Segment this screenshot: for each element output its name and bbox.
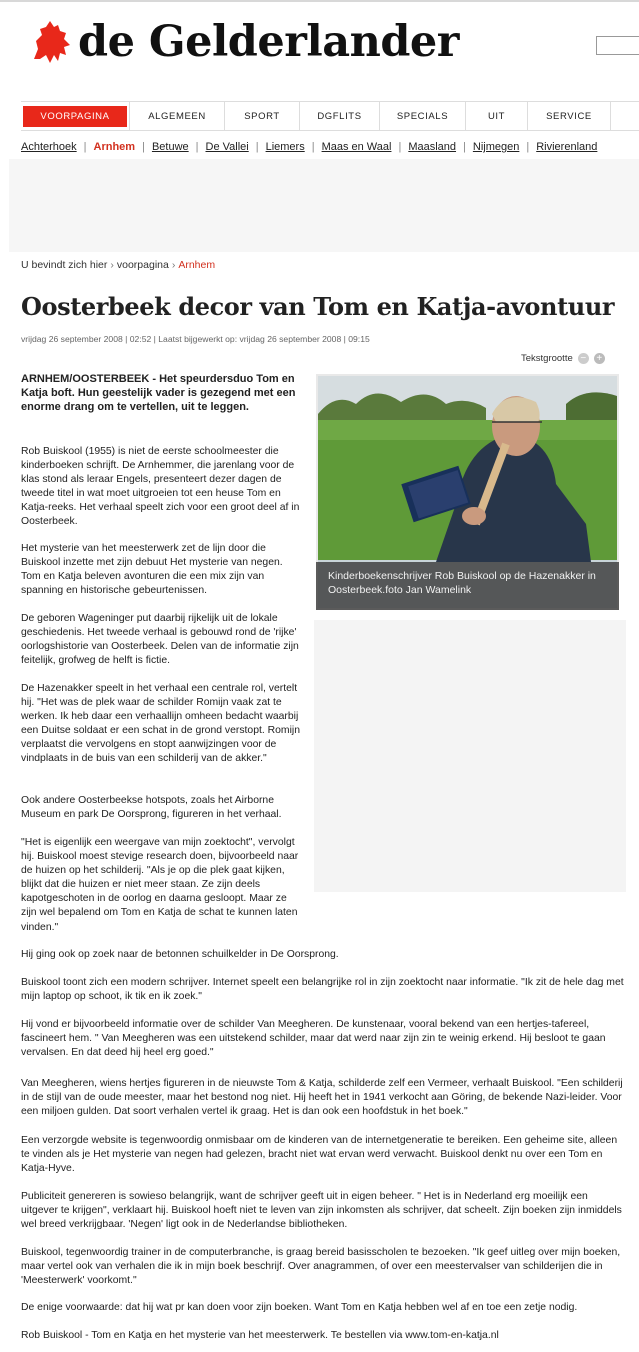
region-link-betuwe[interactable]: Betuwe bbox=[151, 141, 189, 153]
nav-item-algemeen[interactable]: ALGEMEEN bbox=[130, 102, 225, 130]
text-size-control bbox=[521, 353, 605, 364]
article-paragraph: Hij ging ook op zoek naar de betonnen schuilkelder in De Oorsprong. bbox=[21, 949, 339, 960]
article-dateline: vrijdag 26 september 2008 | 02:52 | Laatst bijgewerkt op: vrijdag 26 september 2008 | 09:15 bbox=[21, 334, 370, 344]
nav-item-specials[interactable]: SPECIALS bbox=[380, 102, 466, 130]
region-link-maasland[interactable]: Maasland bbox=[408, 141, 457, 153]
text-size-label: Tekstgrootte bbox=[521, 353, 573, 364]
region-nav: Achterhoek | Arnhem | Betuwe | De Vallei | Liemers | Maas en Waal | Maasland | Nijmegen | Rivierenland bbox=[21, 141, 598, 153]
article-paragraph: Een verzorgde website is tegenwoordig onmisbaar om de kinderen van de internetgeneratie te bereiken. Een geheime site, alleen te vinden als je Het mysterie van negen had gelezen, bracht niet wat ervan werd verwacht. Buiskool denkt nu over een Tom en Katja-Hyve. bbox=[21, 1135, 618, 1175]
region-link-de-vallei[interactable]: De Vallei bbox=[205, 141, 249, 153]
article-paragraph: Buiskool, tegenwoordig trainer in de computerbranche, is graag bereid basisscholen te bezoeken. "Ik geef uitleg over mijn boeken, maar vertel ook van verhalen die ik in mijn boek beschrijf. Over anagrammen, of over een meestervalser van schilderijen die in 'Meesterwerk' voorkomt." bbox=[21, 1247, 621, 1287]
advertisement-box bbox=[314, 620, 626, 892]
nav-item-sport[interactable]: SPORT bbox=[225, 102, 300, 130]
article-lead: ARNHEM/OOSTERBEEK - Het speurdersduo Tom en Katja boft. Hun geestelijk vader is gezegend met een enorme drang om te vertellen, uit te leggen. bbox=[21, 373, 296, 413]
nav-item-uit[interactable]: UIT bbox=[466, 102, 528, 130]
site-logo[interactable] bbox=[28, 14, 459, 70]
article-paragraph: De Hazenakker speelt in het verhaal een centrale rol, vertelt hij. "Het was de plek waar de schilder Romijn vaak zat te werken. Ik heb daar een verhaallijn omheen bedacht waarbij een Duitse soldaat er een schat in de grond verstopt. Romijn verplaatst die vervolgens en stopt aanwijzingen voor de vindplaats in de buis van een schilderij van de akker." bbox=[21, 683, 300, 765]
chevron-right-icon: › bbox=[171, 259, 176, 271]
chevron-right-icon: › bbox=[110, 259, 114, 271]
region-link-liemers[interactable]: Liemers bbox=[265, 141, 305, 153]
breadcrumb-prefix: U bevindt zich hier bbox=[21, 259, 108, 271]
text-size-decrease-button[interactable]: − bbox=[578, 353, 589, 364]
search-input[interactable] bbox=[596, 36, 639, 55]
region-link-rivierenland[interactable]: Rivierenland bbox=[536, 141, 598, 153]
article-paragraph: Publiciteit genereren is sowieso belangrijk, want de schrijver geeft uit in eigen beheer. " Het is in Nederland erg moeilijk een uitgever te krijgen", verklaart hij. Buiskool hoeft niet te leven van zijn inkomsten als schrijver, dat scheelt. Zijn boeken zijn inmiddels wel breed verkrijgbaar. 'Negen' ligt ook in de Nederlandse bibliotheken. bbox=[21, 1191, 622, 1231]
breadcrumb-link-voorpagina[interactable]: voorpagina bbox=[116, 259, 169, 271]
nav-item-dgflits[interactable]: DGFLITS bbox=[300, 102, 380, 130]
region-link-achterhoek[interactable]: Achterhoek bbox=[21, 141, 77, 153]
breadcrumb-current: Arnhem bbox=[178, 259, 216, 271]
top-border bbox=[0, 0, 639, 2]
advertisement-banner bbox=[9, 159, 639, 252]
article-paragraph: De enige voorwaarde: dat hij wat pr kan doen voor zijn boeken. Want Tom en Katja hebben wel af en toe een zetje nodig. bbox=[21, 1302, 578, 1313]
breadcrumb bbox=[21, 259, 215, 271]
site-name: de Gelderlander bbox=[78, 16, 459, 67]
region-link-maas-en-waal[interactable]: Maas en Waal bbox=[321, 141, 392, 153]
article-paragraph: Van Meegheren, wiens hertjes figureren in de nieuwste Tom & Katja, schilderde zelf een Vermeer, verhaalt Buiskool. "Een schilderij in de stijl van de oude meester, maar het bestond nog niet. Hij heeft het in 1941 verkocht aan Göring, de bekende Nazi-leider. Voor een miljoen gulden. Dat soort verhalen vertel ik graag. Het is dan ook een hoofdstuk in het boek." bbox=[21, 1078, 623, 1118]
article-paragraph: Het mysterie van het meesterwerk zet de lijn door die Buiskool inzette met zijn debuut Het mysterie van negen. Tom en Katja beleven avonturen die een mix zijn van spanning en historische gebeurtenissen. bbox=[21, 543, 283, 597]
main-nav bbox=[21, 101, 639, 131]
nav-item-voorpagina[interactable]: VOORPAGINA bbox=[21, 102, 130, 130]
article-paragraph: Rob Buiskool - Tom en Katja en het mysterie van het meesterwerk. Te bestellen via www.tom-en-katja.nl bbox=[21, 1330, 499, 1341]
article-paragraph: Hij vond er bijvoorbeeld informatie over de schilder Van Meegheren. De kunstenaar, vooral bekend van een hertjes-tafereel, fascineert hem. " Van Meegheren was een uitstekend schilder, maar dat werd naar zijn zin te weinig erkend. Hij besloot te gaan vervalsen. En dat deed hij heel erg goed." bbox=[21, 1019, 606, 1059]
article-paragraph: "Het is eigenlijk een weergave van mijn zoektocht", vervolgt hij. Buiskool moest stevige research doen, bijvoorbeeld naar de huizen op het schilderij. "Als je op die plek gaat kijken, blijkt dat die huizen er niet meer staan. Ze zijn deels kapotgeschoten in de oorlog en daarna gesloopt. Maar ze zijn wel bepalend om Tom en Katja de schat te kunnen laten vinden." bbox=[21, 837, 299, 933]
red-horse-logo-icon bbox=[28, 19, 74, 65]
region-link-nijmegen[interactable]: Nijmegen bbox=[472, 141, 520, 153]
region-link-arnhem[interactable]: Arnhem bbox=[93, 141, 136, 153]
article-paragraph: De geboren Wageninger put daarbij rijkelijk uit de lokale geschiedenis. Het tweede verhaal is gebouwd rond de 'rijke' oorlogshistorie van Oosterbeek. Delen van de informatie zijn feitelijk, grofweg de helft is fictie. bbox=[21, 613, 299, 667]
article-paragraph: Buiskool toont zich een modern schrijver. Internet speelt een belangrijke rol in zijn zoektocht naar informatie. "Ik zit de hele dag met mijn laptop op schoot, ik tik en ik zoek." bbox=[21, 977, 624, 1003]
article-paragraph: Rob Buiskool (1955) is niet de eerste schoolmeester die kinderboeken schrijft. De Arnhemmer, die jarenlang voor de klas stond als leraar Engels, presenteert dezer dagen de tweede titel in wat moet uitgroeien tot een heuse Tom en Katja-reeks. Het verhaal speelt zich voor een groot deel af in Oosterbeek. bbox=[21, 446, 300, 528]
photo-caption: Kinderboekenschrijver Rob Buiskool op de Hazenakker in Oosterbeek.foto Jan Wamelink bbox=[316, 562, 619, 610]
text-size-increase-button[interactable]: + bbox=[594, 353, 605, 364]
nav-item-service[interactable]: SERVICE bbox=[528, 102, 611, 130]
article-title: Oosterbeek decor van Tom en Katja-avontuur bbox=[21, 292, 615, 321]
article-paragraph: Ook andere Oosterbeekse hotspots, zoals het Airborne Museum en park De Oorsprong, figureren in het verhaal. bbox=[21, 795, 282, 821]
